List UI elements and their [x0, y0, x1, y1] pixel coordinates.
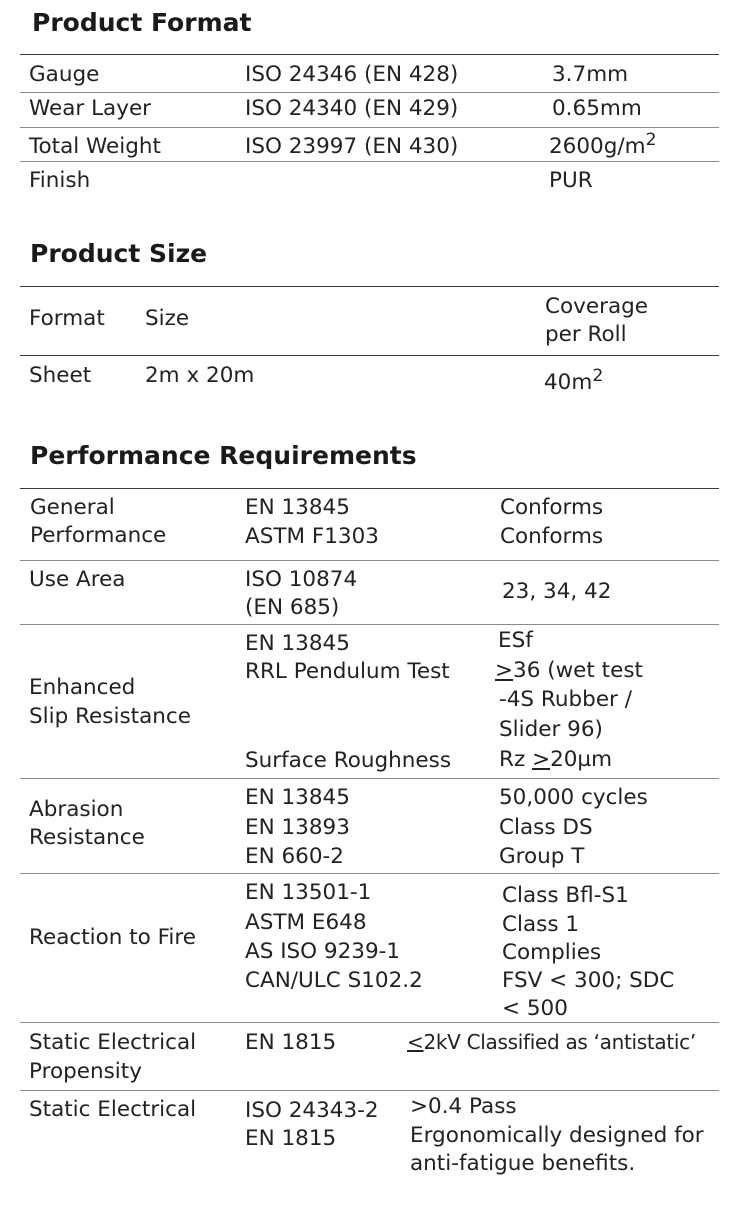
- wear-layer-value: 0.65mm: [552, 96, 642, 121]
- divider: [20, 286, 719, 287]
- size-header: Size: [145, 306, 190, 331]
- static-electrical-std2: EN 1815: [245, 1126, 337, 1151]
- abrasion-val3: Group T: [499, 844, 585, 869]
- abrasion-val1: 50,000 cycles: [499, 785, 648, 810]
- format-header: Format: [29, 306, 105, 331]
- divider: [20, 1022, 719, 1023]
- sheet-coverage: $40m^2$: [544, 365, 604, 395]
- slip-val1: ESf: [498, 628, 533, 653]
- product-format-title: Product Format: [32, 8, 252, 37]
- general-performance-label-line2: Performance: [30, 523, 167, 548]
- divider: [20, 161, 719, 162]
- sheet-size: 2m x 20m: [145, 363, 255, 388]
- general-performance-label-line1: General: [30, 495, 115, 520]
- static-propensity-label-line1: Static Electrical: [29, 1030, 197, 1055]
- static-electrical-val3: anti-fatigue benefits.: [410, 1151, 636, 1176]
- slip-std2: RRL Pendulum Test: [245, 659, 450, 684]
- gauge-label: Gauge: [29, 62, 100, 87]
- fire-label: Reaction to Fire: [29, 925, 197, 950]
- fire-std3: AS ISO 9239-1: [245, 939, 401, 964]
- total-weight-label: Total Weight: [29, 134, 161, 159]
- static-propensity-value: <2kV Classified as ‘antistatic’: [407, 1030, 696, 1054]
- fire-std2: ASTM E648: [245, 910, 367, 935]
- total-weight-value: $2600g/m^2$: [549, 129, 657, 159]
- slip-val2: >36 (wet test: [495, 658, 643, 683]
- fire-val1: Class Bfl-S1: [502, 883, 629, 908]
- divider: [20, 488, 719, 489]
- divider: [20, 778, 719, 779]
- divider: [20, 873, 719, 874]
- performance-title: Performance Requirements: [30, 441, 417, 470]
- slip-std3: Surface Roughness: [245, 748, 452, 773]
- abrasion-std1: EN 13845: [245, 785, 350, 810]
- abrasion-label-line2: Resistance: [29, 825, 145, 850]
- divider: [20, 560, 719, 561]
- general-performance-val1: Conforms: [500, 495, 604, 520]
- divider: [20, 624, 719, 625]
- fire-val2: Class 1: [502, 912, 580, 937]
- abrasion-std2: EN 13893: [245, 815, 350, 840]
- wear-layer-label: Wear Layer: [29, 96, 152, 121]
- use-area-value: 23, 34, 42: [502, 579, 612, 604]
- static-electrical-std1: ISO 24343-2: [245, 1098, 379, 1123]
- fire-std1: EN 13501-1: [245, 880, 372, 905]
- static-electrical-label: Static Electrical: [29, 1097, 197, 1122]
- sheet-format: Sheet: [29, 363, 92, 388]
- divider: [20, 1090, 719, 1091]
- abrasion-val2: Class DS: [499, 815, 593, 840]
- gauge-standard: ISO 24346 (EN 428): [245, 62, 459, 87]
- use-area-std1: ISO 10874: [245, 567, 358, 592]
- abrasion-std3: EN 660-2: [245, 844, 344, 869]
- product-size-title: Product Size: [30, 239, 208, 268]
- static-propensity-std: EN 1815: [245, 1030, 337, 1055]
- use-area-label: Use Area: [29, 567, 126, 592]
- static-electrical-val1: >0.4 Pass: [410, 1094, 517, 1119]
- slip-resistance-label-line1: Enhanced: [29, 675, 136, 700]
- slip-val4: Slider 96): [499, 717, 603, 742]
- fire-val3: Complies: [502, 940, 602, 965]
- general-performance-val2: Conforms: [500, 524, 604, 549]
- total-weight-standard: ISO 23997 (EN 430): [245, 134, 459, 159]
- slip-val3: -4S Rubber /: [499, 687, 632, 712]
- slip-val5: Rz >20µm: [499, 747, 613, 772]
- finish-value: PUR: [549, 168, 593, 193]
- general-performance-std1: EN 13845: [245, 495, 350, 520]
- divider: [20, 54, 719, 55]
- slip-std1: EN 13845: [245, 631, 350, 656]
- fire-val4: FSV < 300; SDC: [502, 968, 675, 993]
- slip-resistance-label-line2: Slip Resistance: [29, 704, 191, 729]
- static-electrical-val2: Ergonomically designed for: [410, 1123, 704, 1148]
- abrasion-label-line1: Abrasion: [29, 797, 124, 822]
- wear-layer-standard: ISO 24340 (EN 429): [245, 96, 459, 121]
- fire-std4: CAN/ULC S102.2: [245, 968, 423, 993]
- divider: [20, 92, 719, 93]
- divider: [20, 355, 719, 356]
- finish-label: Finish: [29, 168, 91, 193]
- gauge-value: 3.7mm: [552, 62, 629, 87]
- coverage-header-line1: Coverage: [545, 294, 649, 319]
- divider: [20, 127, 719, 128]
- coverage-header-line2: per Roll: [545, 322, 627, 347]
- use-area-std2: (EN 685): [245, 595, 340, 620]
- static-propensity-label-line2: Propensity: [29, 1059, 142, 1084]
- fire-val5: < 500: [502, 996, 568, 1021]
- general-performance-std2: ASTM F1303: [245, 524, 379, 549]
